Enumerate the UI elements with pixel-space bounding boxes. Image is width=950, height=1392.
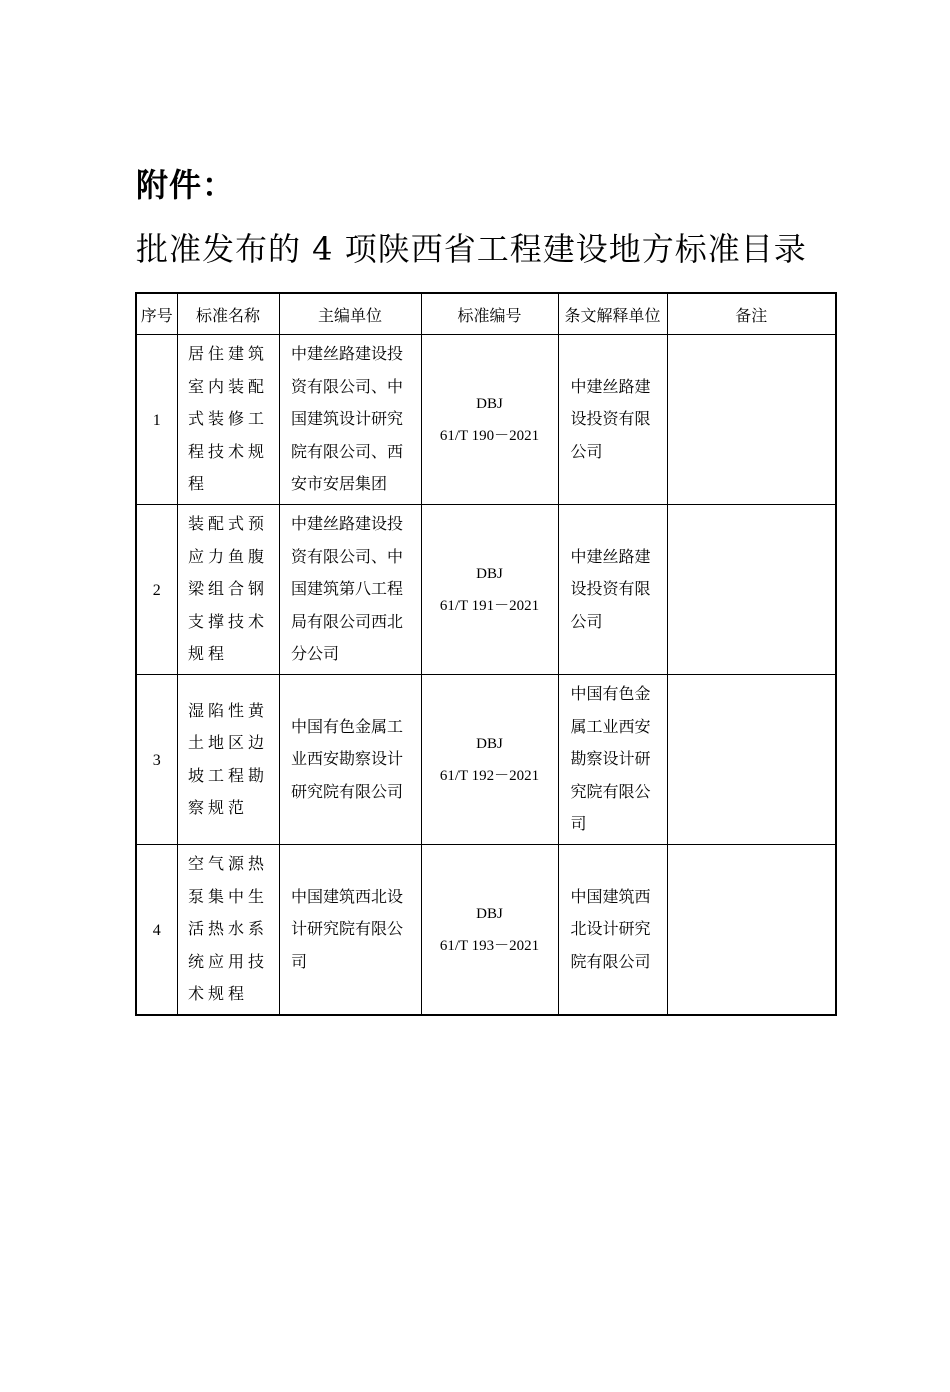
row-number-text: 1 (152, 411, 161, 429)
standards-table (135, 292, 837, 1016)
standard-name: 居住建筑室内装配式装修工程技术规程 (188, 344, 269, 494)
table-row (136, 335, 836, 505)
chief-editor: 中建丝路建设投资有限公司、中国建筑设计研究院有限公司、西安市安居集团 (291, 344, 404, 494)
remark-cell (667, 505, 836, 675)
standard-code-number: 61/T 191－2021 (439, 597, 540, 614)
interpreter-cell (558, 845, 667, 1016)
column-header-editor: 主编单位 (279, 293, 421, 335)
standard-name-cell (177, 675, 279, 845)
column-header-code: 标准编号 (421, 293, 558, 335)
chief-editor: 中国有色金属工业西安勘察设计研究院有限公司 (291, 716, 404, 801)
interpreter-cell (558, 505, 667, 675)
row-number (136, 675, 177, 845)
row-number-text: 3 (152, 751, 161, 769)
document-title: 批准发布的 4 项陕西省工程建设地方标准目录 (136, 230, 807, 268)
table-row (136, 675, 836, 845)
interpreter-cell (558, 335, 667, 505)
remark-cell (667, 845, 836, 1016)
chief-editor-cell (279, 335, 421, 505)
column-header-remark: 备注 (667, 293, 836, 335)
standard-code-number: 61/T 190－2021 (439, 427, 540, 444)
column-header-interpreter: 条文解释单位 (558, 293, 667, 335)
interpreter: 中国建筑西北设计研究院有限公司 (570, 886, 651, 971)
standard-code-cell (421, 505, 558, 675)
standard-code-prefix: DBJ (476, 395, 503, 412)
standard-code-prefix: DBJ (476, 565, 503, 582)
standard-name: 湿陷性黄土地区边坡工程勘察规范 (188, 700, 269, 817)
standard-code-cell (421, 335, 558, 505)
standard-name: 空气源热泵集中生活热水系统应用技术规程 (188, 854, 269, 1004)
standard-code-number: 61/T 193－2021 (439, 937, 540, 954)
row-number (136, 335, 177, 505)
row-number (136, 505, 177, 675)
remark-cell (667, 335, 836, 505)
interpreter: 中建丝路建设投资有限公司 (570, 546, 651, 631)
standard-code-number: 61/T 192－2021 (439, 767, 540, 784)
table-row (136, 505, 836, 675)
attachment-label: 附件： (136, 166, 236, 204)
row-number-text: 4 (152, 921, 161, 939)
column-header-no: 序号 (136, 293, 177, 335)
standard-code-cell (421, 675, 558, 845)
interpreter: 中国有色金属工业西安勘察设计研究院有限公司 (570, 684, 651, 834)
standard-code-prefix: DBJ (476, 905, 503, 922)
column-header-name: 标准名称 (177, 293, 279, 335)
row-number (136, 845, 177, 1016)
chief-editor: 中国建筑西北设计研究院有限公司 (291, 886, 404, 971)
chief-editor-cell (279, 675, 421, 845)
standard-code-prefix: DBJ (476, 735, 503, 752)
chief-editor: 中建丝路建设投资有限公司、中国建筑第八工程局有限公司西北分公司 (291, 514, 404, 664)
standard-name-cell (177, 335, 279, 505)
standard-name: 装配式预应力鱼腹梁组合钢支撑技术规程 (188, 514, 269, 664)
standard-code-cell (421, 845, 558, 1016)
chief-editor-cell (279, 845, 421, 1016)
interpreter: 中建丝路建设投资有限公司 (570, 376, 651, 461)
standard-name-cell (177, 505, 279, 675)
remark-cell (667, 675, 836, 845)
chief-editor-cell (279, 505, 421, 675)
interpreter-cell (558, 675, 667, 845)
standard-name-cell (177, 845, 279, 1016)
table-row (136, 845, 836, 1016)
table-header-row (136, 293, 836, 335)
row-number-text: 2 (152, 581, 161, 599)
